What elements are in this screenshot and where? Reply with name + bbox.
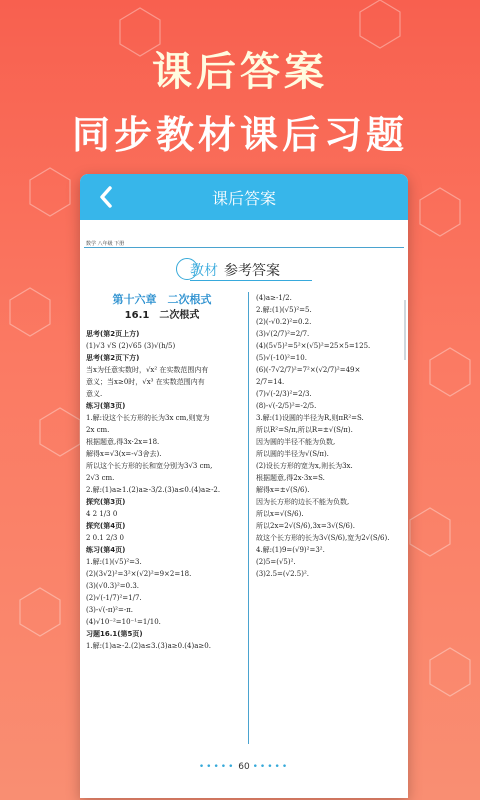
left-column — [86, 292, 238, 652]
answer-line: (2)√(-1/7)²=1/7. — [86, 594, 142, 602]
answer-line: 4 2 1/3 0 — [86, 510, 118, 518]
answer-line: (3)2.5=(√2.5)². — [256, 570, 309, 578]
answer-line: 2 0.1 2/3 0 — [86, 534, 124, 542]
logo-title: 参考答案 — [224, 263, 280, 279]
page-footer — [80, 762, 408, 772]
answer-line: 2/7=14. — [256, 378, 285, 386]
right-answer-lines — [256, 292, 404, 580]
answer-line: (3)√(2/7)²=2/7. — [256, 330, 310, 338]
footer-dots-left: ••••• — [198, 762, 236, 772]
answer-line: (3)-√(-π)²=-π. — [86, 606, 134, 614]
answer-line: 因为长方形的边长不能为负数, — [256, 498, 350, 506]
page-number: 60 — [238, 762, 250, 772]
promo-subtitle: 同步教材课后习题 — [71, 113, 408, 157]
answer-line: 练习(第3页) — [86, 402, 126, 410]
answer-line: 解得x=±√(S/6). — [256, 486, 310, 494]
answer-line: 探究(第3页) — [86, 498, 126, 506]
answer-page[interactable] — [80, 220, 408, 798]
section-title: 16.1 二次根式 — [124, 310, 200, 321]
answer-line: (6)(-7√2/7)²=7²×(√2/7)²=49× — [256, 366, 361, 374]
answer-line: (4)√10⁻²=10⁻¹=1/10. — [86, 618, 161, 626]
answer-line: (2)5=(√5)². — [256, 558, 296, 566]
answer-line: 所以圆的半径为√(S/π). — [256, 450, 329, 458]
answer-line: 2.解:(1)(√5)²=5. — [256, 306, 312, 314]
answer-line: 意义. — [86, 390, 103, 398]
answer-line: 2√3 cm. — [86, 474, 115, 482]
answer-line: (2)(3√2)²=3²×(√2)²=9×2=18. — [86, 570, 192, 578]
answer-line: 1.解:设这个长方形的长为3x cm,则宽为 — [86, 414, 210, 422]
book-label: 数学 八年级 下册 — [86, 241, 125, 247]
logo-underline — [190, 280, 312, 281]
answer-line: 所以R²=S/π,所以R=±√(S/π). — [256, 426, 353, 434]
answer-line: 3.解:(1)设圆的半径为R,则πR²=S. — [256, 414, 364, 422]
left-answer-lines — [86, 328, 238, 652]
answer-line: 因为圆的半径不能为负数, — [256, 438, 336, 446]
answer-line: (8)-√(-2/5)²=-2/5. — [256, 402, 317, 410]
scrollbar[interactable] — [404, 300, 406, 360]
answer-line: 所以2x=2√(S/6),3x=3√(S/6). — [256, 522, 355, 530]
answer-line: 2x cm. — [86, 426, 110, 434]
column-divider — [248, 292, 249, 744]
answer-line: 思考(第2页上方) — [86, 330, 140, 338]
answer-line: (3)(√0.3)²=0.3. — [86, 582, 139, 590]
answer-line: 习题16.1(第5页) — [86, 630, 143, 638]
answer-line: 1.解:(1)(√5)²=3. — [86, 558, 142, 566]
answer-line: 1.解:(1)a≥-2.(2)a≤3.(3)a≥0.(4)a≥0. — [86, 642, 211, 650]
header-divider — [84, 247, 404, 248]
answer-line: 解得x=√3(x=-√3舍去). — [86, 450, 162, 458]
answer-line: 根据题意,得3x·2x=18. — [86, 438, 160, 446]
answer-line: 探究(第4页) — [86, 522, 126, 530]
answer-line: (7)√(-2/3)²=2/3. — [256, 390, 312, 398]
answer-line: 所以x=√(S/6). — [256, 510, 304, 518]
answer-line: 2.解:(1)a≥1.(2)a≥-3/2.(3)a≤0.(4)a≥-2. — [86, 486, 221, 494]
answer-line: (4)a≥-1/2. — [256, 294, 292, 302]
chapter-title: 第十六章 二次根式 — [112, 293, 212, 306]
answer-line: (1)√3 √S (2)√65 (3)√(h/5) — [86, 342, 176, 350]
app-title: 课后答案 — [211, 189, 276, 208]
answer-line: 故这个长方形的长为3√(S/6),宽为2√(S/6). — [256, 534, 390, 542]
phone-screen — [80, 174, 408, 798]
answer-line: 当x为任意实数时，√x² 在实数范围内有 — [86, 366, 209, 374]
promo-title: 课后答案 — [152, 49, 328, 95]
app-bar — [80, 174, 408, 220]
right-column — [256, 292, 404, 580]
answer-line: 练习(第4页) — [86, 546, 126, 554]
answer-line: 所以这个长方形的长和宽分别为3√3 cm, — [86, 462, 213, 470]
answer-line: (2)设长方形的宽为x,则长为3x. — [256, 462, 353, 470]
answer-line: 根据题意,得2x·3x=S. — [256, 474, 325, 482]
answers-logo — [176, 256, 326, 282]
answer-line: (2)(-√0.2)²=0.2. — [256, 318, 312, 326]
answer-line: 意义；当x≥0时，√x³ 在实数范围内有 — [86, 378, 205, 386]
answer-line: (5)√(-10)²=10. — [256, 354, 307, 362]
answer-line: 思考(第2页下方) — [86, 354, 140, 362]
footer-dots-right: ••••• — [252, 762, 290, 772]
answer-line: (4)(5√5)²=5²×(√5)²=25×5=125. — [256, 342, 371, 350]
answer-line: 4.解:(1)9=(√9)²=3². — [256, 546, 325, 554]
logo-brand: 教材 — [190, 263, 218, 279]
